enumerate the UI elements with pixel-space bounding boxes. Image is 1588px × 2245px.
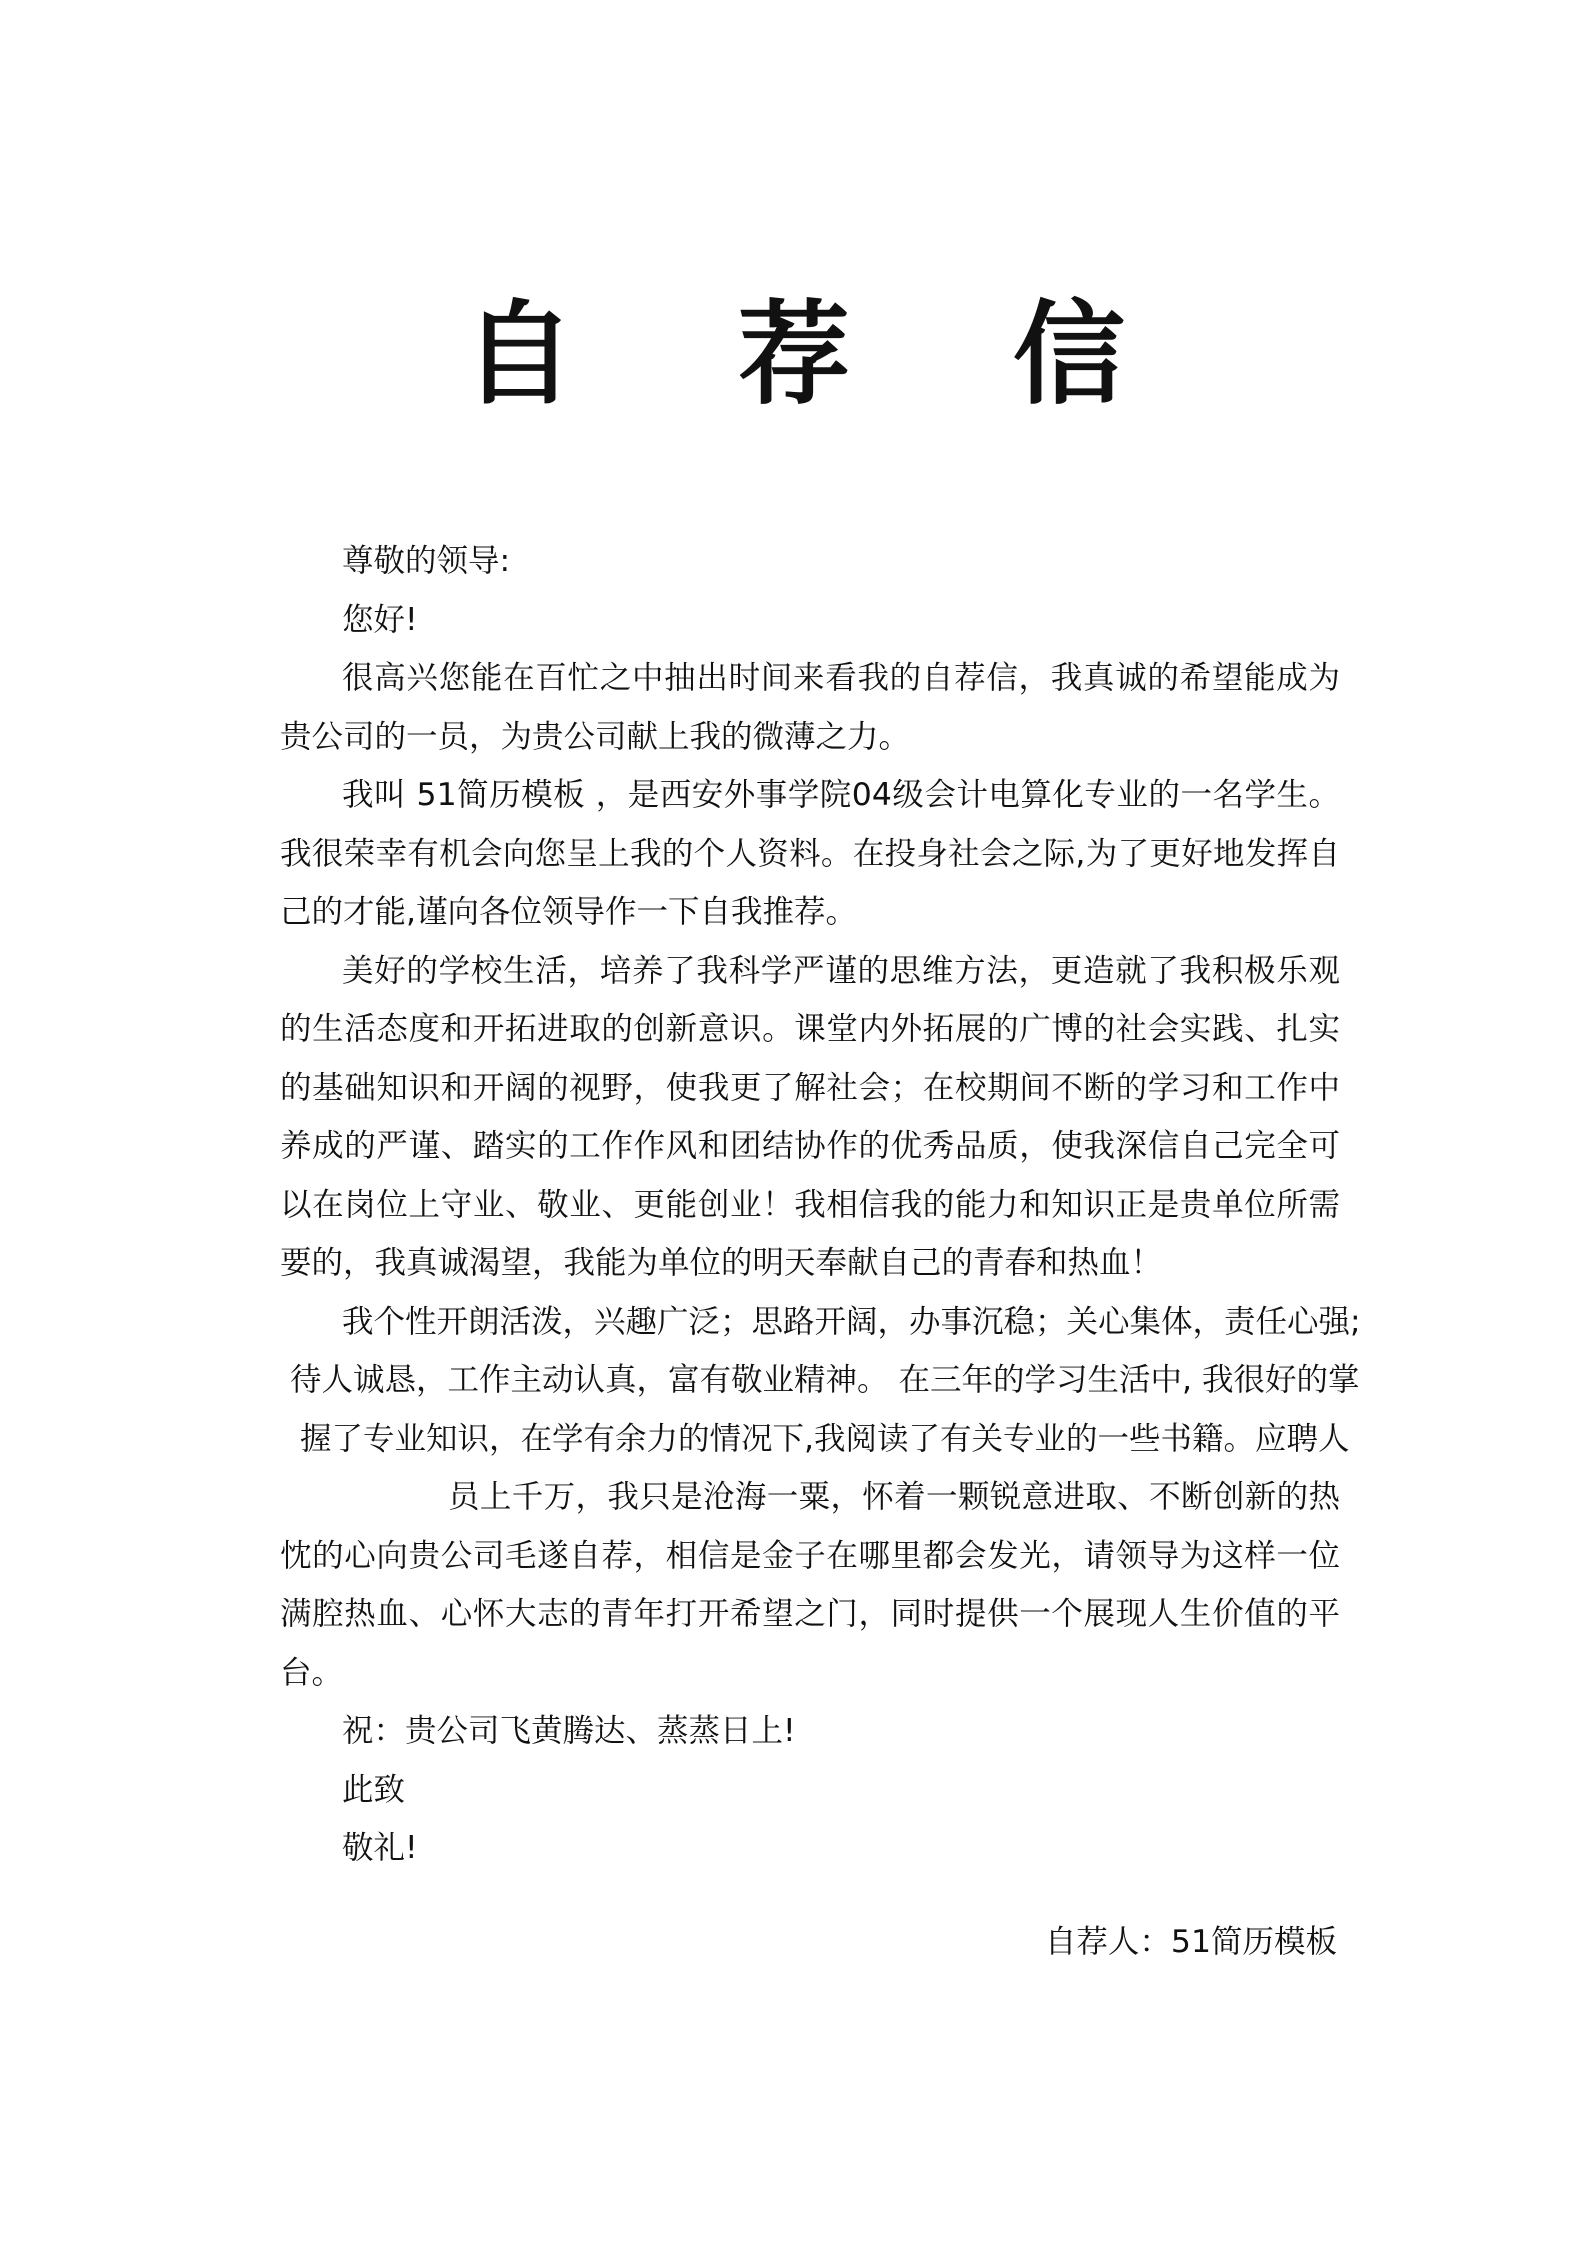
closing-wish: 祝：贵公司飞黄腾达、蒸蒸日上!: [342, 1713, 796, 1749]
paragraph-3-line-1: 美好的学校生活，培养了我科学严谨的思维方法，更造就了我积极乐观: [342, 952, 1340, 989]
paragraph-1-line-1: 很高兴您能在百忙之中抽出时间来看我的自荐信，我真诚的希望能成为: [342, 660, 1340, 696]
closing-jingli: 敬礼!: [342, 1830, 418, 1866]
letter-body: [280, 532, 1361, 1878]
paragraph-1-line-2: 贵公司的一员，为贵公司献上我的微薄之力。: [280, 718, 911, 755]
signature: 自荐人：51简历模板: [1044, 1924, 1337, 1960]
paragraph-3-line-4: 养成的严谨、踏实的工作作风和团结协作的优秀品质，使我深信自己完全可: [280, 1128, 1340, 1164]
greeting-hello: 您好!: [342, 601, 418, 638]
paragraph-3-line-5: 以在岗位上守业、敬业、更能创业！我相信我的能力和知识正是贵单位所需: [280, 1186, 1340, 1223]
closing-cizhi: 此致: [342, 1771, 406, 1808]
paragraph-4-line-2: 待人诚恳，工作主动认真，富有敬业精神。 在三年的学习生活中, 我很好的掌: [290, 1362, 1360, 1398]
paragraph-4-line-4: 员上千万，我只是沧海一粟，怀着一颗锐意进取、不断创新的热: [448, 1479, 1340, 1515]
paragraph-2-line-1: 我叫 51简历模板 ，是西安外事学院04级会计电算化专业的一名学生。: [342, 777, 1340, 813]
paragraph-2-line-3: 己的才能,谨向各位领导作一下自我推荐。: [280, 894, 858, 930]
paragraph-3-line-2: 的生活态度和开拓进取的创新意识。课堂内外拓展的广博的社会实践、扎实: [280, 1011, 1340, 1047]
paragraph-4-line-5: 忱的心向贵公司毛遂自荐，相信是金子在哪里都会发光，请领导为这样一位: [280, 1537, 1340, 1574]
paragraph-4-line-7: 台。: [280, 1654, 344, 1691]
paragraph-4-line-6: 满腔热血、心怀大志的青年打开希望之门，同时提供一个展现人生价值的平: [280, 1596, 1340, 1632]
paragraph-4-line-1: 我个性开朗活泼，兴趣广泛；思路开阔，办事沉稳；关心集体，责任心强;: [342, 1303, 1361, 1340]
paragraph-3-line-6: 要的，我真诚渴望，我能为单位的明天奉献自己的青春和热血！: [280, 1245, 1163, 1281]
document-title: 自 荐 信: [463, 290, 1187, 420]
paragraph-4-line-3: 握了专业知识，在学有余力的情况下,我阅读了有关专业的一些书籍。应聘人: [300, 1420, 1350, 1457]
paragraph-3-line-3: 的基础知识和开阔的视野，使我更了解社会；在校期间不断的学习和工作中: [280, 1069, 1340, 1106]
paragraph-2-line-2: 我很荣幸有机会向您呈上我的个人资料。在投身社会之际,为了更好地发挥自: [280, 835, 1340, 872]
salutation: 尊敬的领导:: [342, 543, 511, 579]
